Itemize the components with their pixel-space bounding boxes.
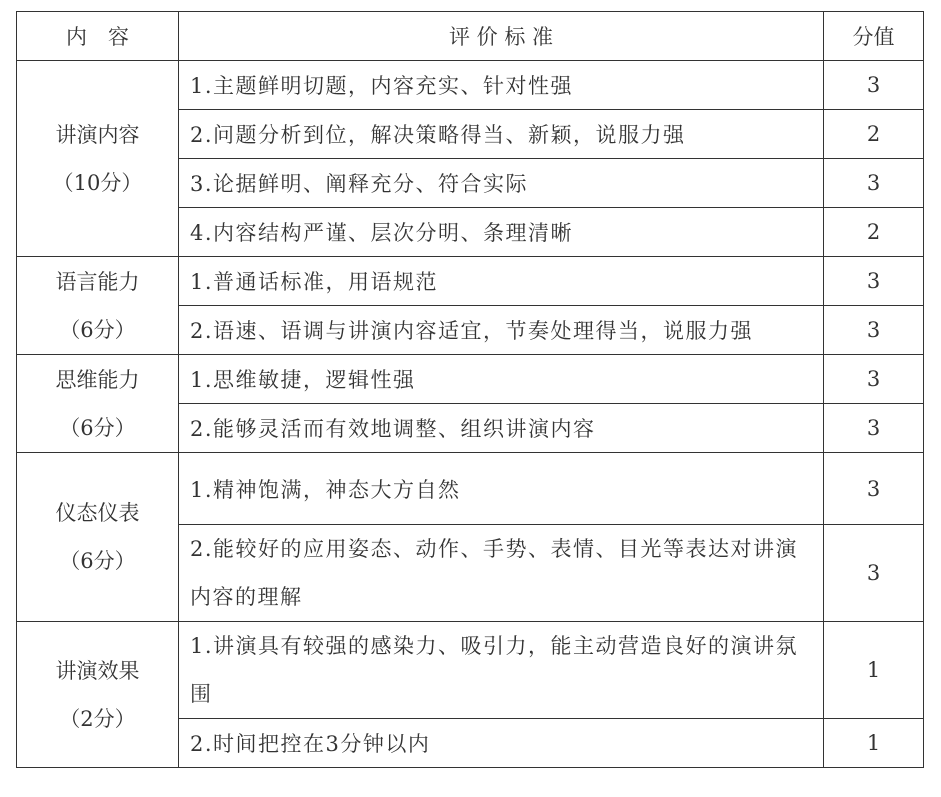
category-name: 思维能力	[55, 367, 140, 392]
score-value: 2	[824, 110, 924, 159]
header-score: 分值	[824, 12, 924, 61]
category-name: 讲演效果	[55, 658, 140, 683]
score-value: 3	[824, 61, 924, 110]
table-row	[17, 453, 924, 525]
criterion-text: 2.能够灵活而有效地调整、组织讲演内容	[179, 404, 824, 453]
category-cell	[17, 453, 179, 622]
header-content: 内 容	[17, 12, 179, 61]
category-points: （6分）	[59, 415, 136, 440]
criterion-text: 2.能较好的应用姿态、动作、手势、表情、目光等表达对讲演内容的理解	[179, 525, 824, 622]
category-points: （6分）	[59, 317, 136, 342]
criterion-text: 2.时间把控在3分钟以内	[179, 719, 824, 768]
score-value: 3	[824, 257, 924, 306]
score-value: 3	[824, 159, 924, 208]
category-cell	[17, 355, 179, 453]
table-header-row	[17, 12, 924, 61]
category-points: （6分）	[59, 549, 136, 573]
table-row	[17, 622, 924, 719]
criterion-text: 2.问题分析到位，解决策略得当、新颖，说服力强	[179, 110, 824, 159]
score-value: 3	[824, 355, 924, 404]
table-row	[17, 61, 924, 110]
criterion-text: 1.普通话标准，用语规范	[179, 257, 824, 306]
score-value: 3	[824, 525, 924, 622]
criterion-text: 2.语速、语调与讲演内容适宜，节奏处理得当，说服力强	[179, 306, 824, 355]
category-name: 语言能力	[55, 269, 140, 294]
score-value: 2	[824, 208, 924, 257]
category-cell	[17, 257, 179, 355]
score-value: 1	[824, 622, 924, 719]
score-value: 3	[824, 453, 924, 525]
table-row	[17, 257, 924, 306]
criterion-text: 4.内容结构严谨、层次分明、条理清晰	[179, 208, 824, 257]
category-points: （10分）	[52, 170, 143, 195]
criterion-text: 3.论据鲜明、阐释充分、符合实际	[179, 159, 824, 208]
category-cell	[17, 61, 179, 257]
criterion-text: 1.讲演具有较强的感染力、吸引力，能主动营造良好的演讲氛围	[179, 622, 824, 719]
criterion-text: 1.精神饱满，神态大方自然	[179, 453, 824, 525]
criterion-text: 1.思维敏捷，逻辑性强	[179, 355, 824, 404]
category-name: 讲演内容	[55, 122, 140, 147]
criterion-text: 1.主题鲜明切题，内容充实、针对性强	[179, 61, 824, 110]
scoring-rubric-table	[16, 11, 924, 768]
category-points: （2分）	[59, 706, 136, 731]
header-criteria: 评 价 标 准	[179, 12, 824, 61]
score-value: 3	[824, 306, 924, 355]
category-name: 仪态仪表	[55, 501, 140, 525]
category-cell	[17, 622, 179, 768]
table-row	[17, 355, 924, 404]
score-value: 1	[824, 719, 924, 768]
score-value: 3	[824, 404, 924, 453]
